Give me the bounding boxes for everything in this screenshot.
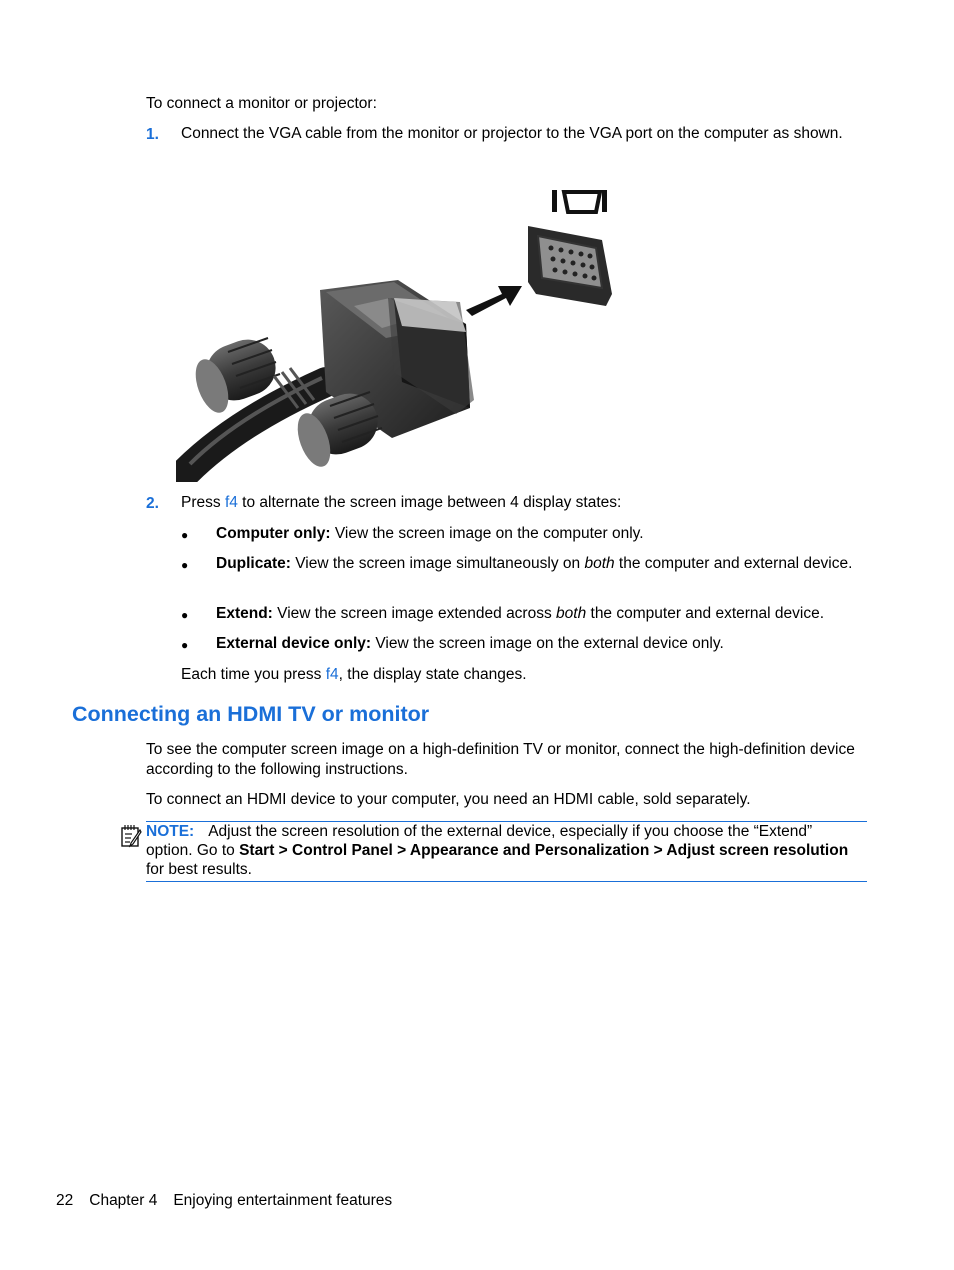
section-paragraph-1: To see the computer screen image on a high-definition TV or monitor, connect the high-definition device according to the following instructions. <box>146 741 855 778</box>
f4-key: f4 <box>325 666 339 683</box>
step-2-text: Press f4 to alternate the screen image between 4 display states: <box>181 494 622 511</box>
insert-arrow-icon <box>466 286 522 316</box>
bullet-external-device-only: External device only: View the screen image on the external device only. <box>216 635 724 652</box>
vga-port-symbol-icon <box>552 190 607 212</box>
bullet-2-glyph: ● <box>181 558 189 572</box>
step-1-text: Connect the VGA cable from the monitor or projector to the VGA port on the computer as shown. <box>181 125 843 142</box>
note-pad-icon <box>120 824 142 848</box>
bullet-computer-only: Computer only: View the screen image on the computer only. <box>216 525 644 542</box>
chapter-title: Enjoying entertainment features <box>173 1192 393 1209</box>
step-2-number: 2. <box>146 495 159 512</box>
page-footer <box>56 1192 408 1210</box>
f4-key: f4 <box>224 494 238 511</box>
bullet-duplicate: Duplicate: View the screen image simultaneously on both the computer and external device. <box>216 555 853 572</box>
chapter-label: Chapter 4 <box>89 1192 158 1209</box>
vga-port-icon <box>528 226 612 306</box>
vga-connection-figure <box>176 182 616 482</box>
note-bottom-rule <box>146 881 867 882</box>
bullet-4-glyph: ● <box>181 638 189 652</box>
note-text: NOTE: Adjust the screen resolution of the external device, especially if you choose the “Extend” option. Go to Start > Control Panel > Appearance and Personalization > Adjust screen resolution for best results. <box>146 823 849 878</box>
page-number: 22 <box>56 1192 74 1209</box>
step-1-number: 1. <box>146 126 159 143</box>
display-state-note: Each time you press f4, the display state changes. <box>181 666 527 683</box>
vga-cable-connector-icon <box>186 280 474 472</box>
bullet-1-glyph: ● <box>181 528 189 542</box>
section-heading: Connecting an HDMI TV or monitor <box>72 702 430 726</box>
bullet-3-glyph: ● <box>181 608 189 622</box>
note-label: NOTE: <box>146 823 195 840</box>
intro-text: To connect a monitor or projector: <box>146 95 377 112</box>
bullet-extend: Extend: View the screen image extended across both the computer and external device. <box>216 605 825 622</box>
section-paragraph-2: To connect an HDMI device to your computer, you need an HDMI cable, sold separately. <box>146 791 751 808</box>
